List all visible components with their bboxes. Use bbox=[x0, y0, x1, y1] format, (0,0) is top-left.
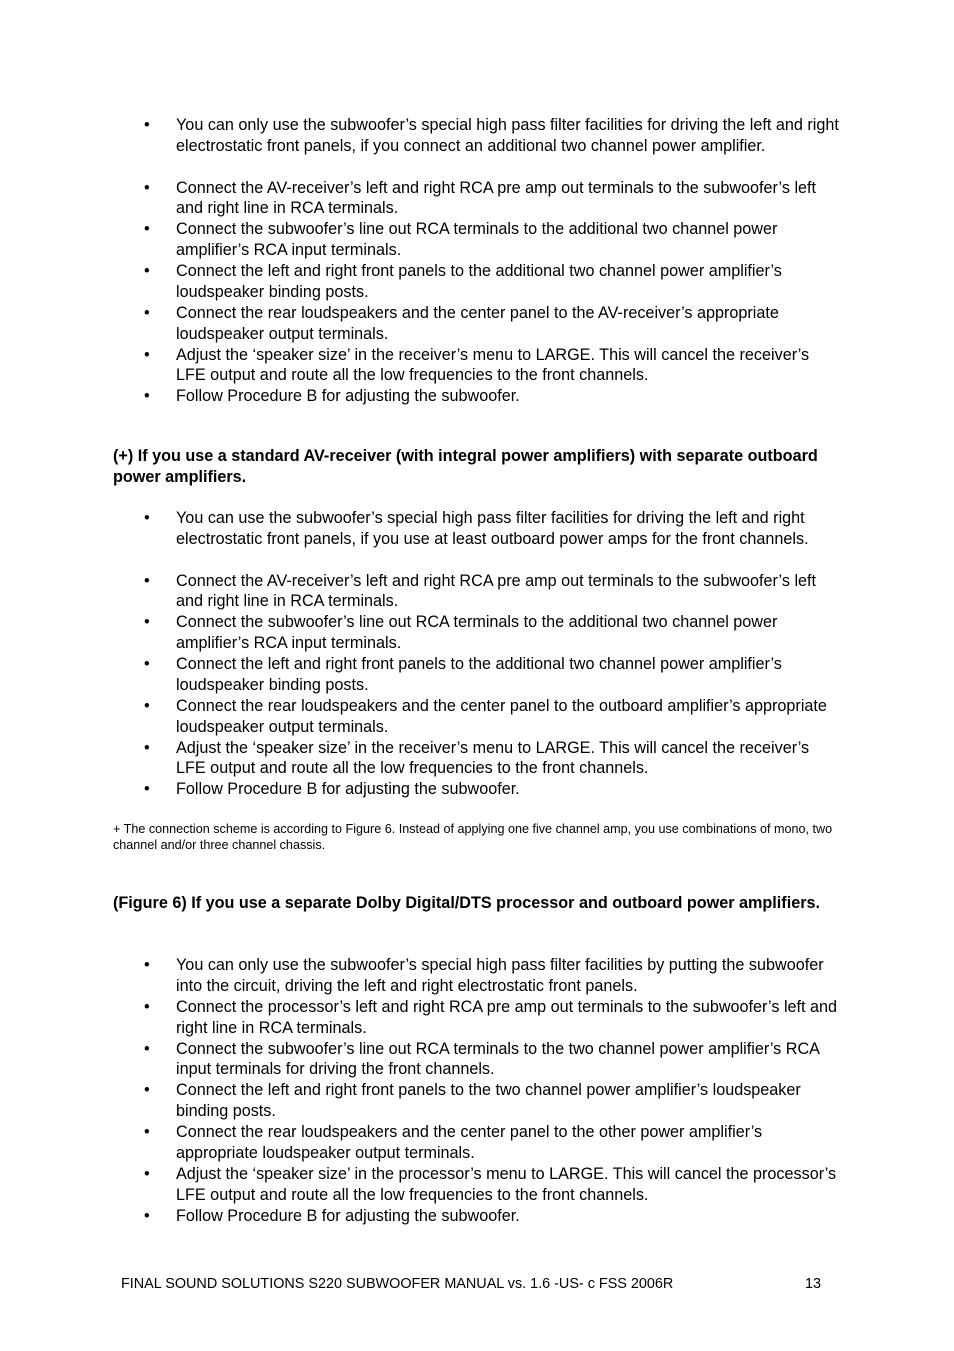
list-item: • Follow Procedure B for adjusting the subwoofer. bbox=[144, 1206, 520, 1225]
list-item: • Connect the subwoofer’s line out RCA terminals to the two channel power amplifier’s RCA input terminals for driving the front channels. bbox=[144, 1039, 820, 1079]
list-item: • Follow Procedure B for adjusting the subwoofer. bbox=[144, 780, 520, 799]
section-a bbox=[113, 115, 843, 407]
bullet-icon: • bbox=[144, 116, 150, 134]
list-item: • Connect the rear loudspeakers and the center panel to the other power amplifier’s appropriate loudspeaker output terminals. bbox=[144, 1123, 763, 1162]
section-heading: (Figure 6) If you use a separate Dolby Digital/DTS processor and outboard power amplifiers. bbox=[113, 894, 820, 912]
list-item: • Connect the rear loudspeakers and the center panel to the outboard amplifier’s appropriate loudspeaker output terminals. bbox=[144, 696, 827, 736]
bullet-list bbox=[113, 955, 843, 1227]
list-item: • Connect the rear loudspeakers and the center panel to the AV-receiver’s appropriate loudspeaker output terminals. bbox=[144, 303, 779, 343]
page-number: 13 bbox=[805, 1276, 822, 1292]
bullet-icon: • bbox=[144, 571, 150, 590]
bullet-icon: • bbox=[144, 509, 150, 527]
list-item: • Connect the AV-receiver’s left and right RCA pre amp out terminals to the subwoofer’s left and right line in RCA terminals. bbox=[144, 571, 817, 611]
bullet-icon: • bbox=[144, 780, 150, 799]
list-item: • You can only use the subwoofer’s special high pass filter facilities for driving the left and right electrostatic front panels, if you connect an additional two channel power amplifier. bbox=[144, 116, 839, 155]
bullet-icon: • bbox=[144, 1206, 150, 1225]
bullet-icon: • bbox=[144, 262, 150, 281]
bullet-icon: • bbox=[144, 1164, 150, 1183]
bullet-icon: • bbox=[144, 220, 150, 239]
bullet-icon: • bbox=[144, 178, 150, 197]
footer-text: FINAL SOUND SOLUTIONS S220 SUBWOOFER MANUAL vs. 1.6 -US- c FSS 2006R bbox=[121, 1276, 674, 1292]
list-item: • Connect the left and right front panels to the additional two channel power amplifier’s loudspeaker binding posts. bbox=[144, 262, 782, 301]
list-item: • Connect the subwoofer’s line out RCA terminals to the additional two channel power amplifier’s RCA input terminals. bbox=[144, 613, 778, 653]
bullet-icon: • bbox=[144, 738, 150, 757]
bullet-list bbox=[113, 508, 843, 800]
section-c bbox=[113, 955, 843, 1227]
list-item: • You can only use the subwoofer’s special high pass filter facilities by putting the subwoofer into the circuit, driving the left and right electrostatic front panels. bbox=[144, 956, 824, 995]
list-item: • Connect the left and right front panels to the additional two channel power amplifier’s loudspeaker binding posts. bbox=[144, 655, 782, 694]
list-item: • Adjust the ‘speaker size’ in the receiver’s menu to LARGE. This will cancel the receiver’s LFE output and route all the low frequencies to the front channels. bbox=[144, 738, 810, 778]
list-item: • Adjust the ‘speaker size’ in the receiver’s menu to LARGE. This will cancel the receiver’s LFE output and route all the low frequencies to the front channels. bbox=[144, 345, 810, 385]
list-item: • Follow Procedure B for adjusting the subwoofer. bbox=[144, 387, 520, 406]
footnote: + The connection scheme is according to Figure 6. Instead of applying one five channel amp, you use combinations of mono, two channel and/or three channel chassis. bbox=[113, 822, 833, 852]
bullet-icon: • bbox=[144, 387, 150, 406]
page-footer bbox=[121, 1275, 822, 1293]
list-item: • Connect the subwoofer’s line out RCA terminals to the additional two channel power amplifier’s RCA input terminals. bbox=[144, 220, 778, 260]
bullet-icon: • bbox=[144, 1081, 150, 1100]
bullet-list bbox=[113, 115, 843, 407]
bullet-icon: • bbox=[144, 613, 150, 632]
section-heading: (+) If you use a standard AV-receiver (with integral power amplifiers) with separate outboard power amplifiers. bbox=[113, 447, 818, 486]
bullet-icon: • bbox=[144, 997, 150, 1016]
bullet-icon: • bbox=[144, 345, 150, 364]
bullet-icon: • bbox=[144, 655, 150, 674]
bullet-icon: • bbox=[144, 956, 150, 974]
section-b bbox=[113, 508, 843, 800]
bullet-icon: • bbox=[144, 1123, 150, 1142]
list-item: • Connect the processor’s left and right RCA pre amp out terminals to the subwoofer’s left and right line in RCA terminals. bbox=[144, 997, 838, 1037]
list-item: • Adjust the ‘speaker size’ in the processor’s menu to LARGE. This will cancel the processor’s LFE output and route all the low frequencies to the front channels. bbox=[144, 1164, 837, 1204]
bullet-icon: • bbox=[144, 303, 150, 322]
bullet-icon: • bbox=[144, 696, 150, 715]
list-item: • Connect the left and right front panels to the two channel power amplifier’s loudspeaker binding posts. bbox=[144, 1081, 801, 1121]
bullet-icon: • bbox=[144, 1039, 150, 1058]
list-item: • Connect the AV-receiver’s left and right RCA pre amp out terminals to the subwoofer’s left and right line in RCA terminals. bbox=[144, 178, 817, 218]
list-item: • You can use the subwoofer’s special high pass filter facilities for driving the left and right electrostatic front panels, if you use at least outboard power amps for the front channels. bbox=[144, 509, 809, 548]
